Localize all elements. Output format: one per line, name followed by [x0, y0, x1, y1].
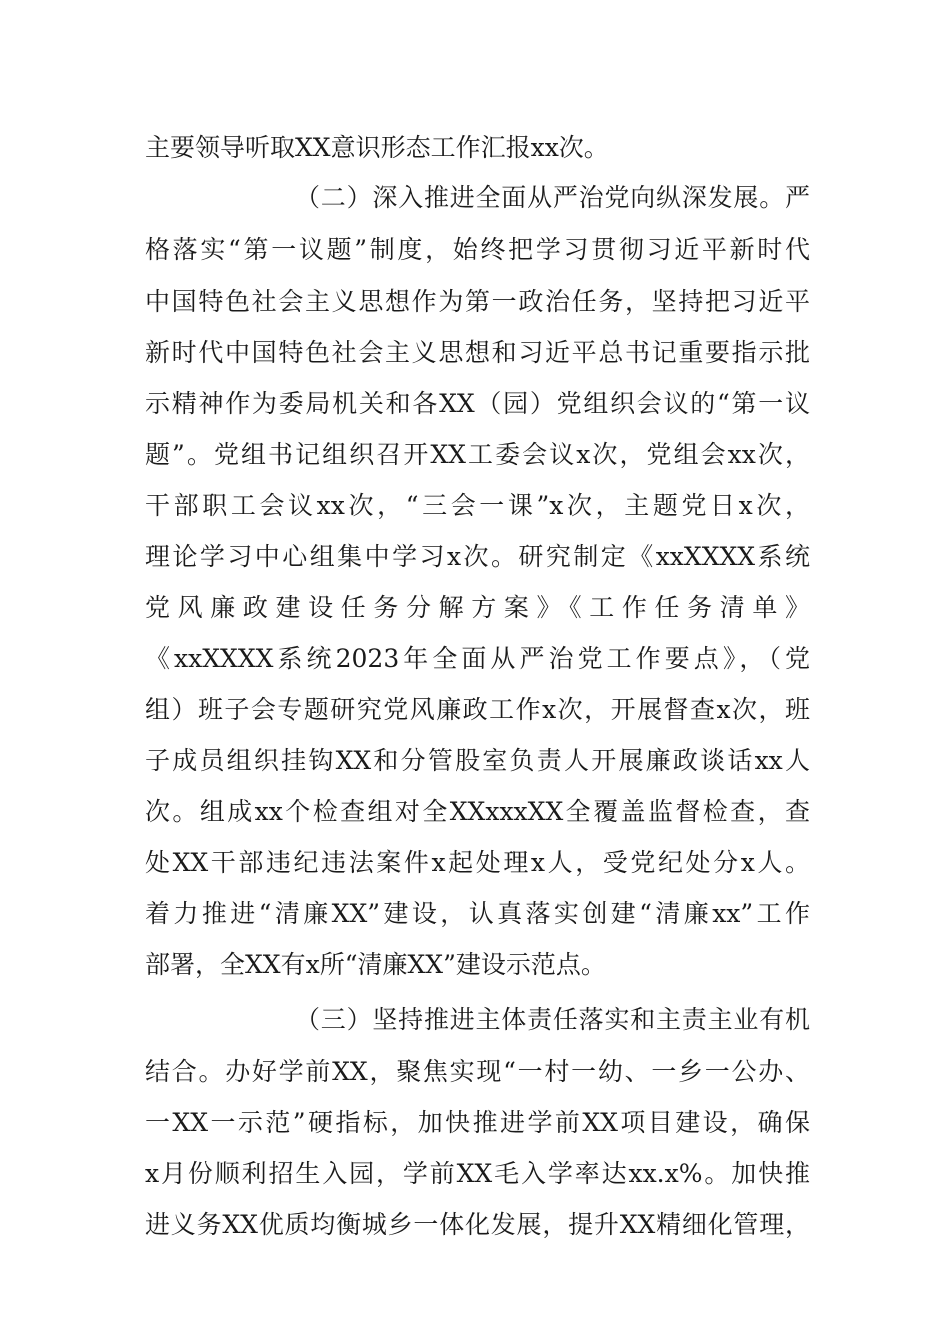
text-line: 组）班子会专题研究党风廉政工作x次，开展督查x次，班	[145, 695, 810, 724]
text-line: 理论学习中心组集中学习x次。研究制定《xxXXXX系统	[145, 542, 810, 571]
text-line: 处XX干部违纪违法案件x起处理x人，受党纪处分x人。	[145, 848, 810, 877]
text-line: 题”。党组书记组织召开XX工委会议x次，党组会xx次，	[145, 440, 810, 469]
text-line: 部署，全XX有x所“清廉XX”建设示范点。	[145, 950, 606, 979]
text-line: 党风廉政建设任务分解方案》《工作任务清单》	[145, 593, 810, 622]
text-line: 格落实“第一议题”制度，始终把学习贯彻习近平新时代	[145, 235, 810, 264]
text-line: 《xxXXXX系统2023年全面从严治党工作要点》，（党	[145, 644, 810, 673]
text-line: 干部职工会议xx次，“三会一课”x次，主题党日x次，	[145, 491, 810, 520]
text-line: 示精神作为委局机关和各XX（园）党组织会议的“第一议	[145, 389, 810, 418]
text-line: 次。组成xx个检查组对全XXxxxXX全覆盖监督检查，查	[145, 797, 810, 826]
text-line: 主要领导听取XX意识形态工作汇报xx次。	[145, 133, 609, 162]
text-line: x月份顺利招生入园，学前XX毛入学率达xx.x%。加快推	[145, 1159, 810, 1188]
text-line: 进义务XX优质均衡城乡一体化发展，提升XX精细化管理，	[145, 1210, 810, 1239]
section-heading-3: （三）坚持推进主体责任落实和主责主业有机	[295, 1005, 810, 1034]
text-line: 着力推进“清廉XX”建设，认真落实创建“清廉xx”工作	[145, 899, 810, 928]
text-line: 新时代中国特色社会主义思想和习近平总书记重要指示批	[145, 338, 810, 367]
text-line: 中国特色社会主义思想作为第一政治任务，坚持把习近平	[145, 287, 810, 316]
section-heading-2: （二）深入推进全面从严治党向纵深发展。严	[295, 183, 810, 212]
text-line: 结合。办好学前XX，聚焦实现“一村一幼、一乡一公办、	[145, 1057, 810, 1086]
text-line: 子成员组织挂钩XX和分管股室负责人开展廉政谈话xx人	[145, 746, 810, 775]
text-line: 一XX一示范”硬指标，加快推进学前XX项目建设，确保	[145, 1108, 810, 1137]
